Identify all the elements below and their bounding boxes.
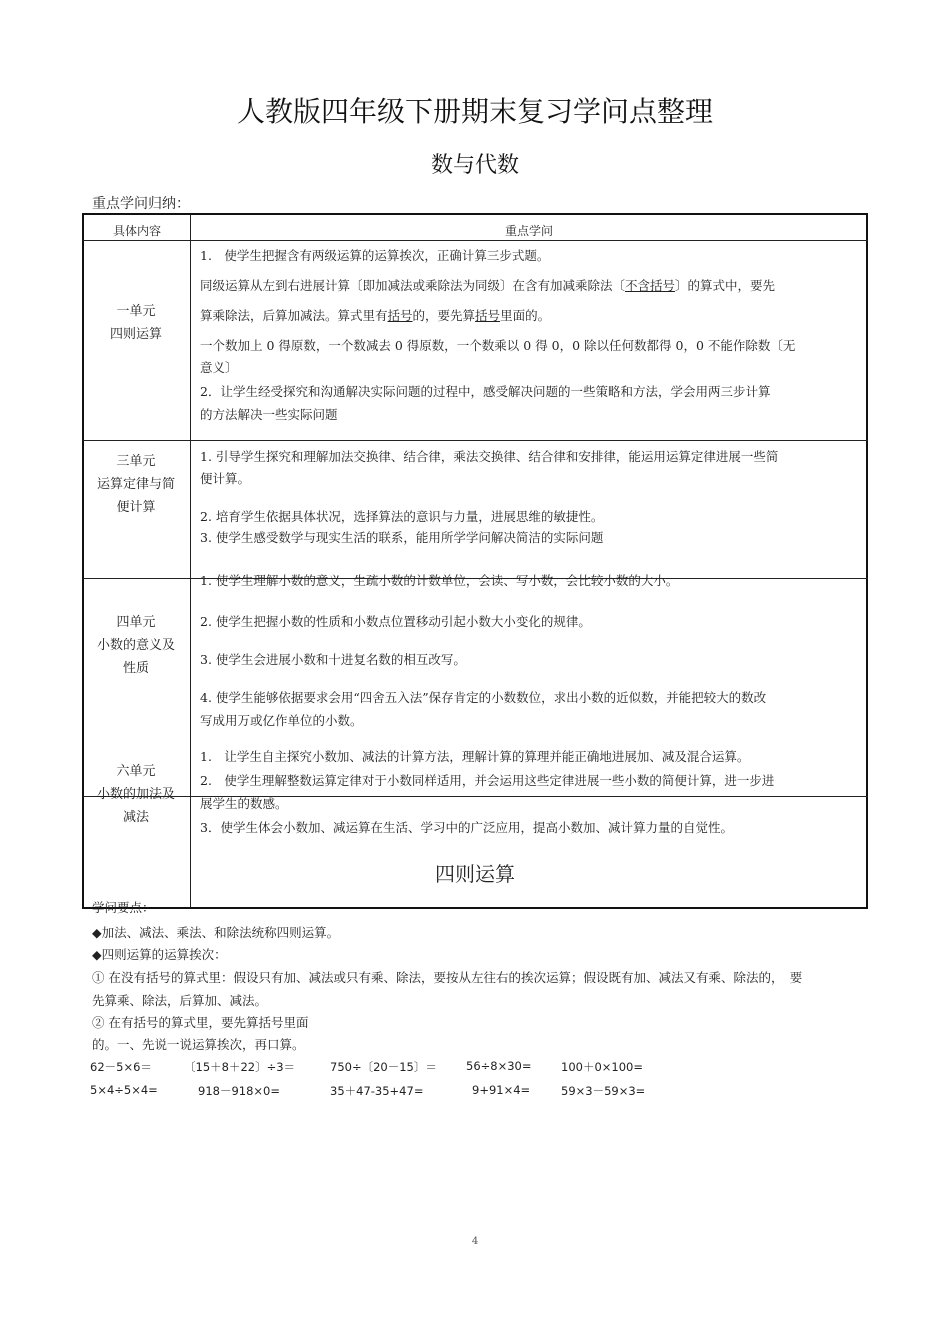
summary-label: 重点学问归纳： bbox=[92, 196, 190, 212]
unit-label-3: 三单元 运算定律与简 便计算 bbox=[96, 454, 175, 515]
unit-label-1: 一单元 四则运算 bbox=[109, 304, 162, 342]
exercise-item: 9+91×4= bbox=[472, 1083, 531, 1097]
table-row-divider bbox=[83, 440, 868, 441]
unit3-point-1: 1. 引导学生探究和理解加法交换律、结合律，乘法交换律、结合律和安排律，能运用运算定律进展一些简 bbox=[200, 449, 779, 464]
exercise-item: 750÷〔20－15〕＝ bbox=[330, 1060, 437, 1074]
unit1-zero-rule-cont: 意义〕 bbox=[200, 360, 238, 375]
unit3-point-2: 2. 培育学生依据具体状况，选择算法的意识与力量，进展思维的敏捷性。 bbox=[200, 509, 604, 524]
exercise-item: 59×3－59×3= bbox=[561, 1084, 646, 1098]
unit6-point-2-cont: 展学生的数感。 bbox=[200, 796, 288, 811]
column-header-content: 具体内容 bbox=[112, 224, 161, 238]
unit1-rule-line: 算乘除法，后算加减法。算式里有括号的，要先算括号里面的。 bbox=[200, 308, 551, 323]
knowledge-line-1: ◆加法、减法、乘法、和除法统称四则运算。 bbox=[92, 925, 340, 940]
unit-label-6: 六单元 小数的加法及 减法 bbox=[96, 764, 175, 825]
knowledge-line-5: ② 在有括号的算式里，要先算括号里面 bbox=[92, 1015, 309, 1030]
exercise-item: 5×4÷5×4= bbox=[90, 1083, 158, 1097]
column-header-knowledge: 重点学问 bbox=[504, 224, 553, 238]
table-column-divider bbox=[190, 214, 191, 908]
unit-label-4: 四单元 小数的意义及 性质 bbox=[96, 615, 175, 676]
unit3-point-1-cont: 便计算。 bbox=[200, 471, 251, 486]
knowledge-label: 学问要点： bbox=[92, 900, 155, 915]
exercise-item: 35＋47-35+47= bbox=[330, 1084, 424, 1098]
unit4-point-4: 4. 使学生能够依据要求会用“四舍五入法”保存肯定的小数数位，求出小数的近似数，并能把较大的数改 bbox=[200, 690, 767, 705]
unit6-point-1: 1. 让学生自主探究小数加、减法的计算方法，理解计算的算理并能正确地进展加、减及混合运算。 bbox=[200, 749, 750, 764]
section-subtitle: 数与代数 bbox=[430, 153, 519, 178]
knowledge-line-4: 先算乘、除法，后算加、减法。 bbox=[92, 993, 268, 1008]
table-header-divider bbox=[83, 240, 868, 241]
unit1-point-1: 1. 使学生把握含有两级运算的运算挨次，正确计算三步式题。 bbox=[200, 248, 550, 263]
exercise-item: 100＋0×100= bbox=[561, 1060, 643, 1074]
unit1-point-2: 2．让学生经受探究和沟通解决实际问题的过程中，感受解决问题的一些策略和方法，学会用两三步计算 bbox=[200, 384, 771, 399]
unit1-rule-line: 同级运算从左到右进展计算〔即加减法或乘除法为同级〕在含有加减乘除法〔不含括号〕的算式中，要先 bbox=[200, 278, 776, 293]
section-heading: 四则运算 bbox=[435, 862, 515, 886]
knowledge-line-3: ① 在没有括号的算式里：假设只有加、减法或只有乘、除法，要按从左往右的挨次运算；假设既有加、减法又有乘、除法的， 要 bbox=[92, 970, 803, 985]
document-title: 人教版四年级下册期末复习学问点整理 bbox=[236, 95, 713, 128]
unit3-point-3: 3. 使学生感受数学与现实生活的联系，能用所学学问解决简洁的实际问题 bbox=[200, 530, 604, 545]
knowledge-line-6: 的。一、先说一说运算挨次，再口算。 bbox=[92, 1037, 305, 1052]
exercise-item: 〔15＋8＋22〕÷3＝ bbox=[184, 1060, 296, 1074]
page-number: 4 bbox=[471, 1236, 479, 1247]
unit6-point-3: 3．使学生体会小数加、减运算在生活、学习中的广泛应用，提高小数加、减计算力量的自觉性。 bbox=[200, 820, 733, 835]
exercise-item: 62－5×6＝ bbox=[90, 1060, 152, 1074]
unit6-point-2: 2. 使学生理解整数运算定律对于小数同样适用，并会运用这些定律进展一些小数的简便计算，进一步进 bbox=[200, 773, 775, 788]
exercise-item: 918－918×0= bbox=[198, 1084, 280, 1098]
unit1-zero-rule: 一个数加上 0 得原数，一个数减去 0 得原数，一个数乘以 0 得 0，0 除以任何数都得 0，0 不能作除数〔无 bbox=[200, 338, 796, 353]
knowledge-line-2: ◆四则运算的运算挨次： bbox=[92, 947, 227, 962]
unit4-point-3: 3. 使学生会进展小数和十进复名数的相互改写。 bbox=[200, 652, 466, 667]
unit4-point-2: 2. 使学生把握小数的性质和小数点位置移动引起小数大小变化的规律。 bbox=[200, 614, 591, 629]
unit1-point-2-cont: 的方法解决一些实际问题 bbox=[200, 407, 338, 422]
unit4-point-4-cont: 写成用万或亿作单位的小数。 bbox=[200, 713, 363, 728]
exercise-item: 56÷8×30= bbox=[466, 1059, 532, 1073]
unit4-point-1: 1. 使学生理解小数的意义，生疏小数的计数单位，会读、写小数，会比较小数的大小。 bbox=[200, 573, 679, 588]
